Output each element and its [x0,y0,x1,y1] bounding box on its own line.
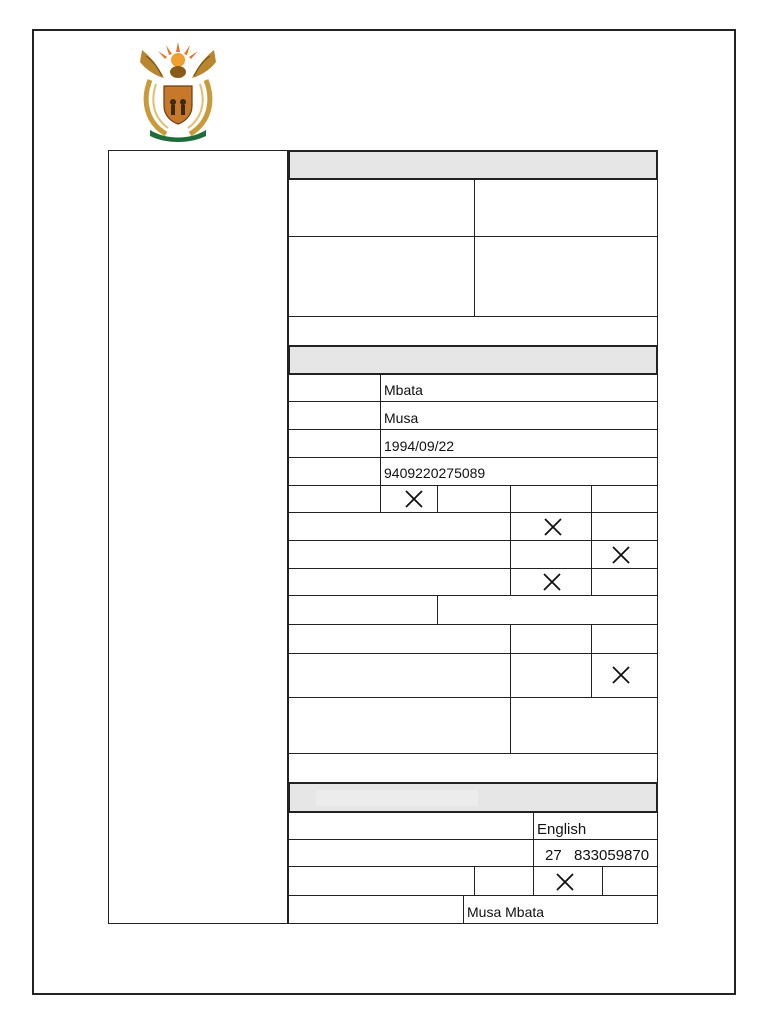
cross-mark-icon [555,872,575,892]
phone-number: 833059870 [574,847,650,864]
question-cell [288,512,511,541]
spacer-row [288,753,658,783]
language-label-cell [288,812,534,840]
question-cell [288,697,511,754]
phone-field[interactable] [533,839,658,867]
coat-of-arms-icon [136,40,220,142]
yes-checkbox[interactable] [510,512,592,541]
no-checkbox[interactable] [591,653,658,698]
section-header-3 [288,782,658,813]
no-checkbox[interactable] [591,568,658,596]
cross-mark-icon [611,665,631,685]
yes-checkbox[interactable] [510,568,592,596]
question-cell [288,595,438,625]
option-row-cell [288,485,381,513]
id-label-cell [288,457,381,486]
section-1-cell [288,179,475,237]
question-cell [288,540,511,569]
consent-checkbox[interactable] [533,866,603,896]
section-1-cell [474,179,658,237]
section-header-1 [288,150,658,180]
question-cell [288,624,511,654]
consent-option[interactable] [474,866,534,896]
option-checkbox[interactable] [510,485,592,513]
section-1-cell [474,236,658,317]
language-field[interactable] [533,812,658,840]
answer-field[interactable] [437,595,658,625]
section-header-2 [288,345,658,375]
yes-checkbox[interactable] [510,624,592,654]
option-checkbox[interactable] [437,485,511,513]
consent-label-cell [288,866,475,896]
phone-country-code: 27 [545,847,562,864]
id-number-field[interactable] [380,457,658,486]
signature-label-cell [288,895,464,924]
cross-mark-icon [404,489,424,509]
phone-label-cell [288,839,534,867]
yes-checkbox[interactable] [510,540,592,569]
section-1-cell [288,236,475,317]
id-number-value: 9409220275089 [384,465,486,481]
date-of-birth-field[interactable] [380,429,658,458]
surname-label-cell [288,374,381,402]
question-cell [288,568,511,596]
cross-mark-icon [542,572,562,592]
header-label-placeholder [316,790,478,806]
form-side-column [108,150,288,924]
consent-option[interactable] [602,866,658,896]
first-names-value: Musa [384,410,419,426]
question-cell [288,653,511,698]
signature-name: Musa Mbata [467,904,545,920]
first-names-label-cell [288,401,381,430]
no-checkbox[interactable] [591,624,658,654]
option-checkbox[interactable] [380,485,438,513]
surname-value: Mbata [384,382,423,398]
signature-field[interactable] [463,895,658,924]
date-of-birth-value: 1994/09/22 [384,438,455,454]
first-names-field[interactable] [380,401,658,430]
cross-mark-icon [543,517,563,537]
language-value: English [537,821,587,838]
spacer-row [288,316,658,346]
yes-checkbox[interactable] [510,653,592,698]
cross-mark-icon [611,545,631,565]
dob-label-cell [288,429,381,458]
surname-field[interactable] [380,374,658,402]
no-checkbox[interactable] [591,512,658,541]
answer-field[interactable] [510,697,658,754]
option-checkbox[interactable] [591,485,658,513]
no-checkbox[interactable] [591,540,658,569]
